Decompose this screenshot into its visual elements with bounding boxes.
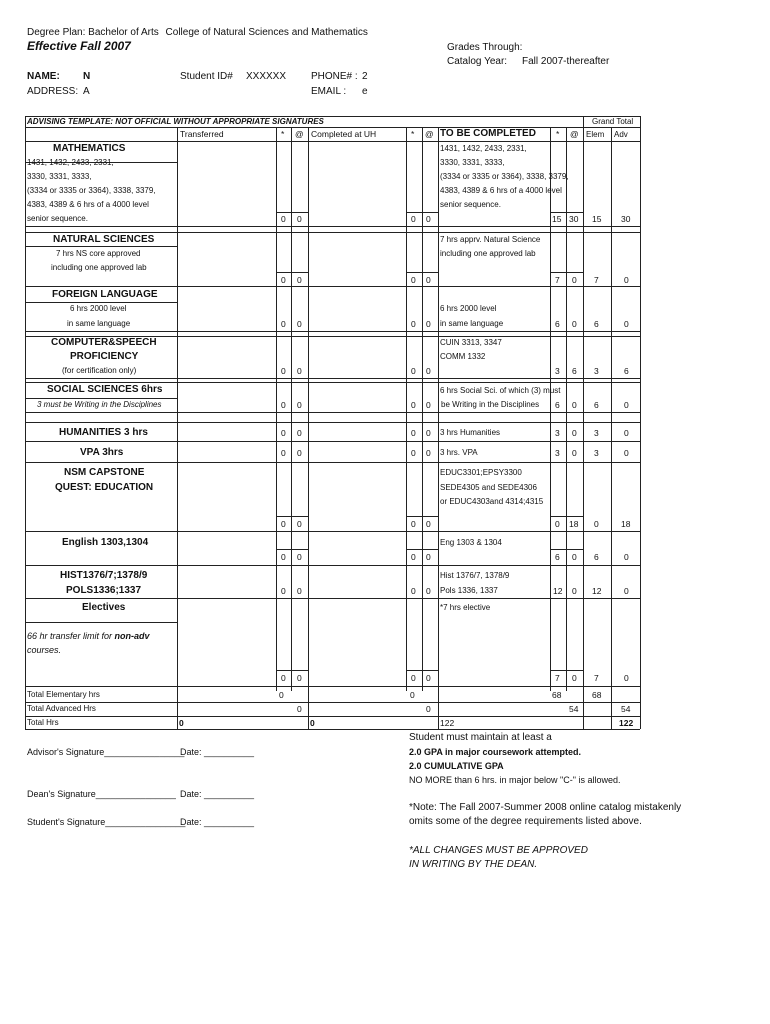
college-name: College of Natural Sciences and Mathematics [165,27,368,38]
fl-title: FOREIGN LANGUAGE [52,289,158,300]
elec-grand-elem: 7 [594,673,599,683]
dean-date-line[interactable]: Date: __________ [180,789,255,799]
ns-tbc-adv: 0 [572,275,577,285]
student-signature-line[interactable]: Student's Signature________________ [27,817,186,827]
nsm-transferred-elem: 0 [281,519,286,529]
total-hrs-grand: 122 [619,718,634,728]
hist-right-line: Hist 1376/7, 1378/9 [440,571,510,580]
eng-title: English 1303,1304 [62,537,149,548]
grades-through-label: Grades Through: [447,42,523,53]
cs-grand-adv: 6 [624,366,629,376]
nsm-transferred-adv: 0 [297,519,302,529]
ss-right-line: 6 hrs Social Sci. of which (3) must [440,386,561,395]
degree-name: Bachelor of Arts [88,27,159,38]
fl-transferred-elem: 0 [281,319,286,329]
adv-heading: Adv [614,130,628,139]
cs-tbc-adv: 6 [572,366,577,376]
degree-plan-label: Degree Plan: [27,27,86,38]
nsm-tbc-elem: 0 [555,519,560,529]
math-right-line: 3330, 3331, 3333, [440,158,505,167]
email-label: EMAIL : [311,86,347,97]
completed-at-heading: @ [425,129,434,139]
ss-left-note: 3 must be Writing in the Disciplines [37,400,162,409]
cs-tbc-elem: 3 [555,366,560,376]
ns-tbc-elem: 7 [555,275,560,285]
math-completed-adv: 0 [426,214,431,224]
total-hrs-transferred: 0 [179,718,184,728]
math-grand-elem: 15 [592,214,602,224]
ss-completed-adv: 0 [426,400,431,410]
gpa-major-note: 2.0 GPA in major coursework attempted. [409,747,582,757]
ss-title: SOCIAL SCIENCES 6hrs [47,384,163,395]
nsm-right-line: EDUC3301;EPSY3300 [440,468,522,477]
eng-right-line: Eng 1303 & 1304 [440,538,502,547]
vpa-transferred-elem: 0 [281,448,286,458]
math-left-line: senior sequence. [27,214,88,223]
ss-grand-adv: 0 [624,400,629,410]
math-left-line: 1431, 1432, 2433, 2331, [27,158,114,167]
vpa-tbc-adv: 0 [572,448,577,458]
ns-left-line: including one approved lab [51,263,147,272]
math-left-line: (3334 or 3335 or 3364), 3338, 3379, [27,186,156,195]
nsm-right-line: or EDUC4303and 4314;4315 [440,497,544,506]
transfer-limit-text: 66 hr transfer limit for [27,631,115,641]
fl-tbc-elem: 6 [555,319,560,329]
transfer-limit-courses: courses. [27,645,62,655]
math-right-line: senior sequence. [440,200,501,209]
total-adv-tbc: 54 [569,704,579,714]
email-value: e [362,86,368,97]
maintain-note: Student must maintain at least a [409,732,552,743]
cs-title-proficiency: PROFICIENCY [70,351,139,362]
total-advanced-label: Total Advanced Hrs [27,704,96,713]
total-elementary-label: Total Elementary hrs [27,690,100,699]
completed-star-heading: * [411,129,415,139]
ns-title: NATURAL SCIENCES [53,234,155,245]
hist-tbc-elem: 12 [553,586,563,596]
hist-right-line: Pols 1336, 1337 [440,586,498,595]
advising-template-heading: ADVISING TEMPLATE: NOT OFFICIAL WITHOUT APPROPRIATE SIGNATURES [27,117,324,126]
elec-transferred-adv: 0 [297,673,302,683]
fl-right-line: 6 hrs 2000 level [440,304,497,313]
hist-grand-adv: 0 [624,586,629,596]
completed-uh-heading: Completed at UH [311,129,377,139]
nsm-completed-adv: 0 [426,519,431,529]
fl-grand-elem: 6 [594,319,599,329]
fl-completed-adv: 0 [426,319,431,329]
ns-right-line: 7 hrs apprv. Natural Science [440,235,541,244]
hist-title: HIST1376/7;1378/9 [60,570,148,581]
fl-grand-adv: 0 [624,319,629,329]
vpa-completed-elem: 0 [411,448,416,458]
cs-title: COMPUTER&SPEECH [51,337,157,348]
hist-tbc-adv: 0 [572,586,577,596]
catalog-note-line2: omits some of the degree requirements listed above. [409,816,642,827]
total-hrs-completed: 0 [310,718,315,728]
ns-right-line: including one approved lab [440,249,536,258]
cs-transferred-adv: 0 [297,366,302,376]
effective-date: Effective Fall 2007 [27,39,131,53]
elec-tbc-elem: 7 [555,673,560,683]
pols-title: POLS1336;1337 [66,585,142,596]
eng-grand-elem: 6 [594,552,599,562]
total-adv-grand: 54 [621,704,631,714]
transfer-limit-note [27,631,150,641]
ss-grand-elem: 6 [594,400,599,410]
cs-transferred-elem: 0 [281,366,286,376]
eng-transferred-elem: 0 [281,552,286,562]
vpa-tbc-elem: 3 [555,448,560,458]
eng-tbc-adv: 0 [572,552,577,562]
eng-grand-adv: 0 [624,552,629,562]
student-id-value: XXXXXX [246,71,287,82]
student-id-label: Student ID# [180,71,233,82]
hist-transferred-adv: 0 [297,586,302,596]
name-label: NAME: [27,71,60,82]
total-elem-grand: 68 [592,690,602,700]
hum-grand-elem: 3 [594,428,599,438]
math-right-line: (3334 or 3335 or 3364), 3338, 3379, [440,172,569,181]
fl-completed-elem: 0 [411,319,416,329]
dean-signature-line[interactable]: Dean's Signature________________ [27,789,176,799]
address-label: ADDRESS: [27,86,79,97]
ss-right-line: be Writing in the Disciplines [441,400,540,409]
nsm-tbc-adv: 18 [569,519,579,529]
ns-grand-elem: 7 [594,275,599,285]
math-transferred-adv: 0 [297,214,302,224]
ns-grand-adv: 0 [624,275,629,285]
total-adv-transferred: 0 [297,704,302,714]
elec-title: Electives [82,602,126,613]
hum-completed-elem: 0 [411,428,416,438]
total-hrs-tbc: 122 [440,718,455,728]
transferred-heading: Transferred [180,129,224,139]
vpa-title: VPA 3hrs [80,447,124,458]
ss-tbc-elem: 6 [555,400,560,410]
elec-transferred-elem: 0 [281,673,286,683]
name-value: N [83,71,91,82]
gpa-cumulative-note: 2.0 CUMULATIVE GPA [409,761,504,771]
math-tbc-adv: 30 [569,214,579,224]
cs-grand-elem: 3 [594,366,599,376]
to-be-completed-heading: TO BE COMPLETED [440,128,536,139]
math-right-line: 1431, 1432, 2433, 2331, [440,144,527,153]
vpa-right-line: 3 hrs. VPA [440,448,478,457]
math-title: MATHEMATICS [53,143,126,154]
transferred-star-heading: * [281,129,285,139]
total-elem-completed: 0 [410,690,415,700]
fl-transferred-adv: 0 [297,319,302,329]
math-grand-adv: 30 [621,214,631,224]
cs-completed-adv: 0 [426,366,431,376]
cs-right-line: COMM 1332 [440,352,486,361]
hist-completed-adv: 0 [426,586,431,596]
hum-completed-adv: 0 [426,428,431,438]
total-elem-tbc: 68 [552,690,562,700]
changes-note-line1: *ALL CHANGES MUST BE APPROVED [409,845,588,856]
tbc-at-heading: @ [570,129,579,139]
elec-completed-elem: 0 [411,673,416,683]
advisor-signature-line[interactable]: Advisor's Signature________________ [27,747,185,757]
total-hrs-label: Total Hrs [27,718,59,727]
ns-completed-adv: 0 [426,275,431,285]
fl-left-line: 6 hrs 2000 level [70,304,127,313]
phone-label: PHONE# : [311,71,358,82]
vpa-grand-elem: 3 [594,448,599,458]
vpa-grand-adv: 0 [624,448,629,458]
grand-total-heading: Grand Total [592,117,634,126]
total-elem-transferred: 0 [279,690,284,700]
hist-grand-elem: 12 [592,586,602,596]
fl-left-line: in same language [67,319,131,328]
total-adv-completed: 0 [426,704,431,714]
changes-note-line2: IN WRITING BY THE DEAN. [409,859,538,870]
math-left-line: 3330, 3331, 3333, [27,172,92,181]
no-more-note: NO MORE than 6 hrs. in major below "C-" is allowed. [409,775,621,785]
math-left-line: 4383, 4389 & 6 hrs of a 4000 level [27,200,149,209]
cs-left-note: (for certification only) [62,366,137,375]
transferred-at-heading: @ [295,129,304,139]
cs-right-line: CUIN 3313, 3347 [440,338,502,347]
hum-transferred-elem: 0 [281,428,286,438]
hum-right-line: 3 hrs Humanities [440,428,501,437]
degree-plan-line [27,27,368,38]
elec-tbc-adv: 0 [572,673,577,683]
eng-tbc-elem: 6 [555,552,560,562]
math-right-line: 4383, 4389 & 6 hrs of a 4000 level [440,186,562,195]
phone-value: 2 [362,71,368,82]
eng-completed-elem: 0 [411,552,416,562]
elec-grand-adv: 0 [624,673,629,683]
ns-transferred-elem: 0 [281,275,286,285]
elec-right-line: *7 hrs elective [440,603,491,612]
nsm-grand-elem: 0 [594,519,599,529]
ns-completed-elem: 0 [411,275,416,285]
catalog-year-label: Catalog Year: [447,56,508,67]
ns-left-line: 7 hrs NS core approved [56,249,141,258]
math-transferred-elem: 0 [281,214,286,224]
student-date-line[interactable]: Date: __________ [180,817,255,827]
hum-grand-adv: 0 [624,428,629,438]
catalog-note-line1: *Note: The Fall 2007-Summer 2008 online catalog mistakenly [409,802,682,813]
vpa-completed-adv: 0 [426,448,431,458]
advisor-date-line[interactable]: Date: __________ [180,747,255,757]
hum-tbc-elem: 3 [555,428,560,438]
elec-completed-adv: 0 [426,673,431,683]
eng-completed-adv: 0 [426,552,431,562]
elem-heading: Elem [586,130,605,139]
nsm-title-quest: QUEST: EDUCATION [55,482,154,493]
tbc-star-heading: * [556,129,560,139]
hum-transferred-adv: 0 [297,428,302,438]
nsm-right-line: SEDE4305 and SEDE4306 [440,483,537,492]
nsm-title: NSM CAPSTONE [64,467,145,478]
transfer-limit-bold: non-adv [114,631,150,641]
ss-completed-elem: 0 [411,400,416,410]
nsm-grand-adv: 18 [621,519,631,529]
ss-transferred-adv: 0 [297,400,302,410]
hum-title: HUMANITIES 3 hrs [59,427,148,438]
hist-completed-elem: 0 [411,586,416,596]
fl-tbc-adv: 0 [572,319,577,329]
math-completed-elem: 0 [411,214,416,224]
hum-tbc-adv: 0 [572,428,577,438]
catalog-year-value: Fall 2007-thereafter [522,56,610,67]
address-value: A [83,86,90,97]
eng-transferred-adv: 0 [297,552,302,562]
fl-right-line: in same language [440,319,504,328]
nsm-completed-elem: 0 [411,519,416,529]
hist-transferred-elem: 0 [281,586,286,596]
ss-transferred-elem: 0 [281,400,286,410]
ns-transferred-adv: 0 [297,275,302,285]
ss-tbc-adv: 0 [572,400,577,410]
math-tbc-elem: 15 [552,214,562,224]
vpa-transferred-adv: 0 [297,448,302,458]
cs-completed-elem: 0 [411,366,416,376]
